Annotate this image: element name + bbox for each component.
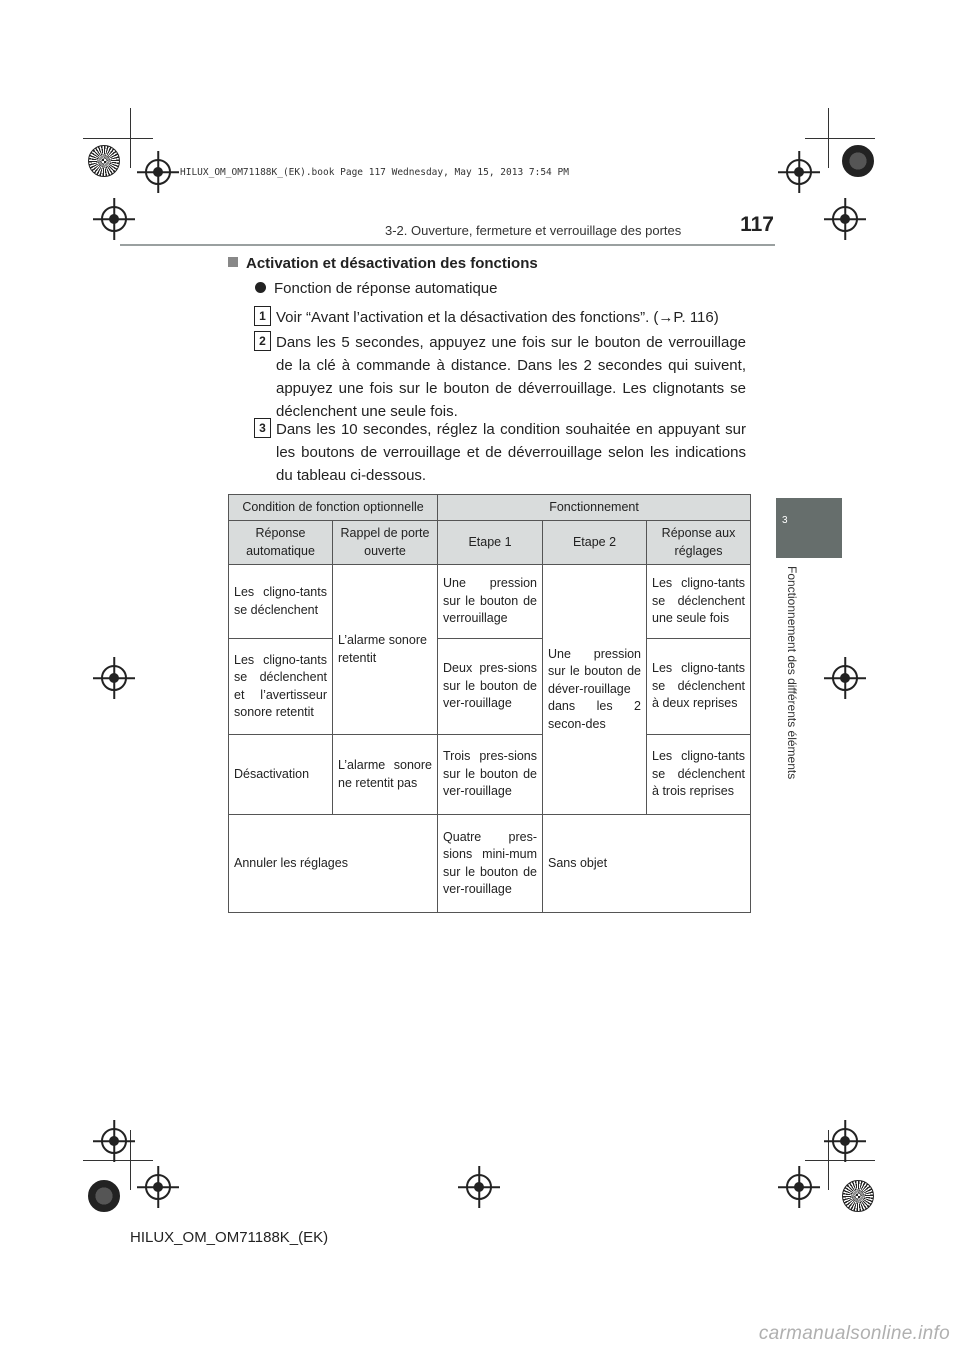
registration-star-icon xyxy=(88,1180,120,1212)
table-cell: Les cligno-tants se déclenchent xyxy=(229,565,333,639)
registration-star-icon xyxy=(842,1180,874,1212)
table-column-header: Rappel de porte ouverte xyxy=(333,521,438,565)
header-rule xyxy=(120,244,775,246)
table-cell: Quatre pres-sions mini-mum sur le bouton de ver-rouillage xyxy=(438,815,543,913)
table-column-header: Réponse automatique xyxy=(229,521,333,565)
table-column-header: Etape 2 xyxy=(543,521,647,565)
print-bookmark: HILUX_OM_OM71188K_(EK).book Page 117 Wednesday, May 15, 2013 7:54 PM xyxy=(180,167,569,178)
table-cell: Désactivation xyxy=(229,735,333,815)
crop-mark xyxy=(130,1130,131,1190)
section-title: 3-2. Ouverture, fermeture et verrouillage des portes xyxy=(385,223,682,238)
step-text: Dans les 10 secondes, réglez la condition souhaitée en appuyant sur les boutons de verrouillage et de déverrouillage selon les indications du tableau ci-dessous. xyxy=(276,421,746,484)
step-number: 1 xyxy=(254,306,271,326)
registration-target-icon xyxy=(101,1128,127,1154)
registration-target-icon xyxy=(101,665,127,691)
section-heading-text: Activation et désactivation des fonctions xyxy=(246,255,538,272)
step-text: Voir “Avant l’activation et la désactivation des fonctions”. (→P. 116) xyxy=(276,309,719,326)
table-cell: Sans objet xyxy=(543,815,751,913)
crop-mark xyxy=(130,108,131,168)
crop-mark xyxy=(828,108,829,168)
table-group-header: Condition de fonction optionnelle xyxy=(229,495,438,521)
bullet-text: Fonction de réponse automatique xyxy=(274,280,498,297)
registration-target-icon xyxy=(145,159,171,185)
crop-mark xyxy=(828,1130,829,1190)
table-cell: Les cligno-tants se déclenchent à deux reprises xyxy=(647,639,751,735)
registration-star-icon xyxy=(842,145,874,177)
step-number: 2 xyxy=(254,331,271,351)
round-bullet-icon xyxy=(255,282,266,293)
square-bullet-icon xyxy=(228,257,238,267)
chapter-number: 3 xyxy=(782,515,788,526)
table-cell: Une pression sur le bouton de déver-rouillage dans les 2 secon-des xyxy=(543,565,647,815)
table-column-header: Réponse aux réglages xyxy=(647,521,751,565)
chapter-title: Fonctionnement des différents éléments xyxy=(785,566,799,780)
table-cell: Les cligno-tants se déclenchent à trois reprises xyxy=(647,735,751,815)
step-text: Dans les 5 secondes, appuyez une fois sur le bouton de verrouillage de la clé à commande à distance. Dans les 2 secondes qui suivent, appuyez une fois sur le bouton de déverrouillage. Les clignotants se déclenchent une seule fois. xyxy=(276,334,746,420)
chapter-title-vertical xyxy=(785,566,801,798)
table-cell: Annuler les réglages xyxy=(229,815,438,913)
page-number: 117 xyxy=(740,213,774,236)
table-cell: L’alarme sonore ne retentit pas xyxy=(333,735,438,815)
table-cell: Une pression sur le bouton de verrouillage xyxy=(438,565,543,639)
settings-table xyxy=(228,494,751,913)
registration-target-icon xyxy=(466,1174,492,1200)
registration-target-icon xyxy=(145,1174,171,1200)
watermark: carmanualsonline.info xyxy=(758,1323,950,1344)
crop-mark xyxy=(805,138,875,139)
table-cell: Deux pres-sions sur le bouton de ver-rouillage xyxy=(438,639,543,735)
table-cell: Les cligno-tants se déclenchent une seule fois xyxy=(647,565,751,639)
bullet-item xyxy=(255,280,497,297)
registration-target-icon xyxy=(832,1128,858,1154)
table-group-header: Fonctionnement xyxy=(438,495,751,521)
table-column-header: Etape 1 xyxy=(438,521,543,565)
crop-mark xyxy=(83,1160,153,1161)
registration-target-icon xyxy=(832,206,858,232)
table-cell: Les cligno-tants se déclenchent et l’avertisseur sonore retentit xyxy=(229,639,333,735)
step-number: 3 xyxy=(254,418,271,438)
crop-mark xyxy=(83,138,153,139)
chapter-tab xyxy=(776,498,842,558)
crop-mark xyxy=(805,1160,875,1161)
section-heading xyxy=(228,255,538,272)
registration-star-icon xyxy=(88,145,120,177)
table-cell: Trois pres-sions sur le bouton de ver-rouillage xyxy=(438,735,543,815)
table-cell: L’alarme sonore retentit xyxy=(333,565,438,735)
registration-target-icon xyxy=(101,206,127,232)
footer-doc-id: HILUX_OM_OM71188K_(EK) xyxy=(130,1229,329,1246)
registration-target-icon xyxy=(786,1174,812,1200)
registration-target-icon xyxy=(786,159,812,185)
registration-target-icon xyxy=(832,665,858,691)
